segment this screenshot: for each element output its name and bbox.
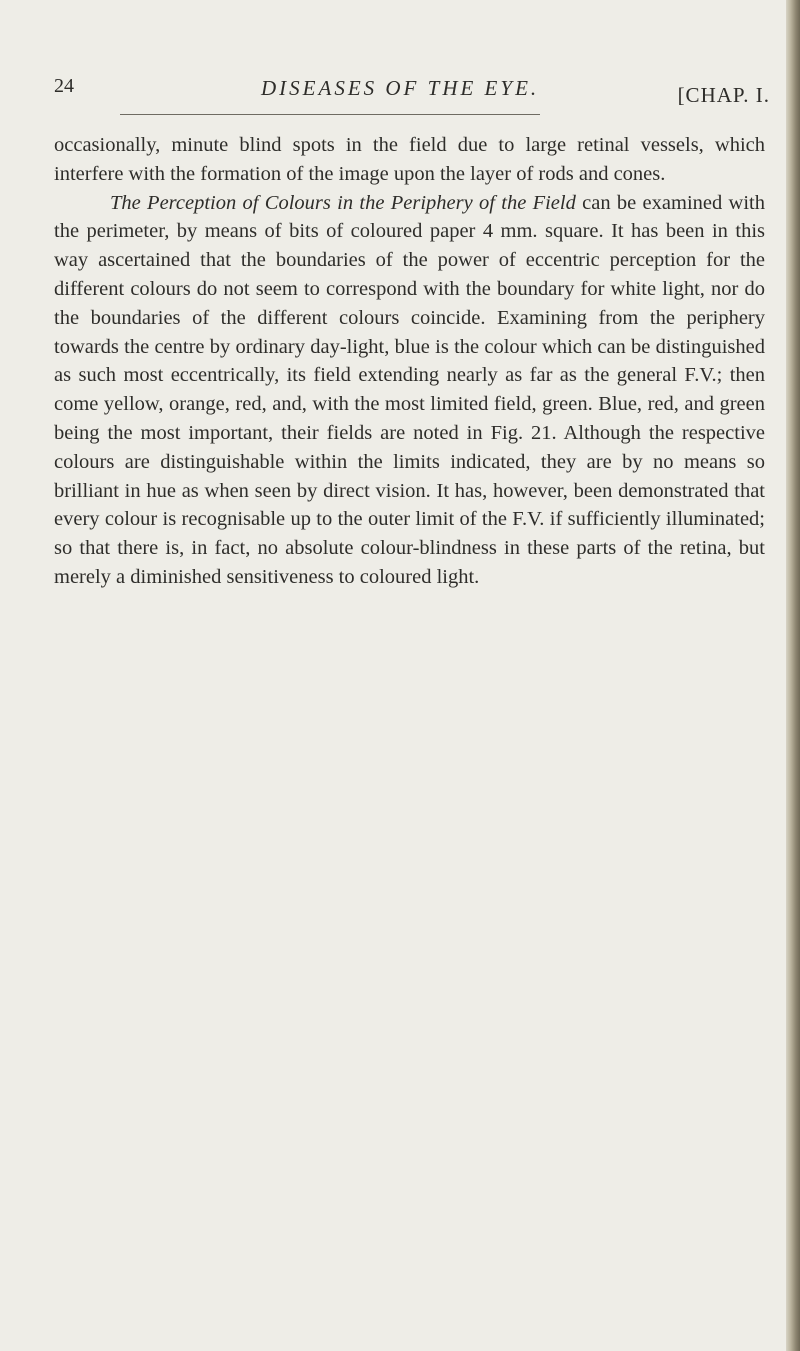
paragraph-colour-perception — [54, 189, 765, 592]
page-header — [54, 75, 770, 107]
page-edge-shadow — [786, 0, 800, 1351]
page-number: 24 — [54, 75, 74, 97]
paragraph-body: can be examined with the perimeter, by means of bits of coloured paper 4 mm. square. It has been in this way ascertained that the boundaries of the power of eccentric perception for the different colours do not seem to correspond with the boundary for white light, nor do the boundaries of the different colours coincide. Examining from the periphery towards the centre by ordinary day-light, blue is the colour which can be distinguished as such most eccentrically, its field extending nearly as far as the general F.V.; then come yellow, orange, red, and, with the most limited field, green. Blue, red, and green being the most important, their fields are noted in Fig. 21. Although the respective colours are distinguishable within the limits indicated, they are by no means so brilliant in hue as when seen by direct vision. It has, however, been demonstrated that every colour is recognisable up to the outer limit of the F.V. if sufficiently illuminated; so that there is, in fact, no absolute colour-blindness in these parts of the retina, but merely a diminished sensitiveness to coloured light. — [54, 191, 765, 588]
paragraph-heading: The Perception of Colours in the Periphery of the Field — [110, 191, 576, 214]
paragraph-continuation: occasionally, minute blind spots in the field due to large retinal vessels, which interfere with the formation of the image upon the layer of rods and cones. — [54, 134, 765, 185]
body-text — [54, 131, 765, 592]
running-title: DISEASES OF THE EYE. — [261, 76, 540, 100]
header-rule — [120, 114, 540, 115]
chapter-marker: [CHAP. I. — [677, 83, 770, 107]
